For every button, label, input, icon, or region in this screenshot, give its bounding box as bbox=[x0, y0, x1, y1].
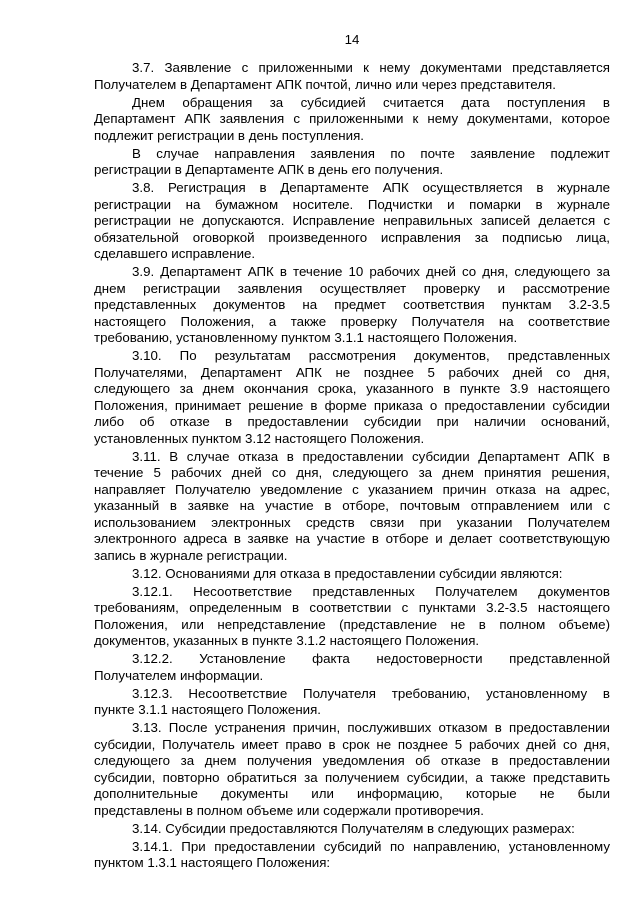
paragraph-3-10 bbox=[94, 348, 610, 447]
text-line: течение 5 рабочих дней со дня, следующего за днем принятия решения, bbox=[94, 465, 610, 480]
text-line: сделавшего исправление. bbox=[94, 246, 256, 261]
text-line: регистрации не допускаются. Исправление неправильных записей делается с bbox=[94, 213, 610, 228]
text-line: подлежит регистрации в день поступления. bbox=[94, 127, 364, 143]
text-line: требованиям, определенным в соответствии с пунктами 3.2-3.5 настоящего bbox=[94, 600, 610, 615]
text-line: 3.8. Регистрация в Департаменте АПК осуществляется в журнале bbox=[132, 180, 610, 195]
text-line: представленных документов на предмет соответствия пунктам 3.2-3.5 bbox=[94, 297, 610, 312]
page-number: 14 bbox=[344, 32, 360, 47]
text-line: обязательной оговоркой произведенного исправления за подписью лица, bbox=[94, 229, 610, 245]
text-line: Получателями, Департамент АПК не позднее 5 рабочих дней со дня, bbox=[94, 364, 610, 380]
paragraph-3-7 bbox=[94, 60, 610, 93]
text-line: установленных пунктом 3.12 настоящего Положения. bbox=[94, 430, 425, 446]
text-line: 3.13. После устранения причин, послуживших отказом в предоставлении bbox=[132, 720, 610, 735]
text-line: регистрации в Департаменте АПК в день его получения. bbox=[94, 162, 444, 177]
paragraph-3-7-mail-registration bbox=[94, 146, 610, 179]
text-line: субсидии, повторно обратиться за получением субсидии, а также представить bbox=[94, 769, 610, 785]
paragraph-3-14-1 bbox=[94, 839, 610, 872]
paragraph-3-12-2 bbox=[94, 651, 610, 684]
text-line: 3.7. Заявление с приложенными к нему документами представляется bbox=[132, 60, 610, 75]
paragraph-3-14 bbox=[94, 821, 610, 838]
text-line: настоящего Положения, а также проверку Получателя на соответствие bbox=[94, 313, 610, 329]
text-line: пункте 3.1.1 настоящего Положения. bbox=[94, 702, 321, 717]
paragraph-3-8 bbox=[94, 180, 610, 263]
text-line: регистрации на бумажном носителе. Подчистки и помарки в журнале bbox=[94, 196, 610, 212]
text-line: электронного адреса в заявке на участие в отборе и делает соответствующую bbox=[94, 531, 610, 546]
paragraph-3-12-3 bbox=[94, 686, 610, 719]
paragraph-3-11 bbox=[94, 449, 610, 565]
text-line: либо об отказе в предоставлении субсидии при наличии оснований, bbox=[94, 414, 610, 429]
text-line: Положения, принимает решение в форме приказа о предоставлении субсидии bbox=[94, 397, 610, 413]
text-line: 3.12.1. Несоответствие представленных Получателем документов bbox=[132, 583, 610, 599]
text-line: 3.11. В случае отказа в предоставлении субсидии Департамент АПК в bbox=[132, 448, 610, 464]
text-line: представлены в полном объеме или содержали противоречия. bbox=[94, 802, 484, 818]
text-line: 3.12. Основаниями для отказа в предоставлении субсидии являются: bbox=[132, 565, 563, 581]
paragraph-3-12 bbox=[94, 566, 610, 583]
paragraph-3-7-application-date bbox=[94, 95, 610, 145]
text-line: направляет Получателю уведомление с указанием причин отказа на адрес, bbox=[94, 481, 610, 497]
text-line: указанный в заявке на участие в отборе, почтовым отправлением или с bbox=[94, 498, 610, 513]
paragraph-3-13 bbox=[94, 720, 610, 819]
text-line: 3.14.1. При предоставлении субсидий по направлению, установленному bbox=[132, 838, 610, 854]
text-line: 3.10. По результатам рассмотрения документов, представленных bbox=[132, 348, 610, 363]
text-line: В случае направления заявления по почте заявление подлежит bbox=[132, 145, 610, 161]
text-line: Положения, или непредставление (представление не в полном объеме) bbox=[94, 616, 610, 632]
text-line: пунктом 1.3.1 настоящего Положения: bbox=[94, 855, 331, 870]
text-line: Получателем информации. bbox=[94, 667, 264, 683]
text-line: Получателем в Департамент АПК почтой, лично или через представителя. bbox=[94, 76, 556, 92]
text-line: использованием электронных средств связи при указании Получателем bbox=[94, 514, 610, 530]
text-line: запись в журнале регистрации. bbox=[94, 547, 288, 563]
paragraph-3-9 bbox=[94, 264, 610, 347]
text-line: Департамент АПК заявления с приложенными к нему документами, которое bbox=[94, 111, 610, 126]
text-line: днем регистрации заявления осуществляет проверку и рассмотрение bbox=[94, 280, 610, 296]
text-line: требованию, установленному пунктом 3.1.1 настоящего Положения. bbox=[94, 330, 518, 345]
text-line: следующего за днем получения уведомления об отказе в предоставлении bbox=[94, 753, 610, 768]
text-line: дополнительные документы или информацию, которые не были bbox=[94, 786, 610, 801]
document-body bbox=[94, 60, 610, 873]
text-line: документов, указанных в пункте 3.1.2 настоящего Положения. bbox=[94, 633, 480, 648]
text-line: 3.12.3. Несоответствие Получателя требованию, установленному в bbox=[132, 685, 610, 701]
paragraph-3-12-1 bbox=[94, 584, 610, 650]
text-line: 3.14. Субсидии предоставляются Получателям в следующих размерах: bbox=[132, 820, 575, 836]
text-line: Днем обращения за субсидией считается дата поступления в bbox=[132, 94, 610, 110]
text-line: 3.9. Департамент АПК в течение 10 рабочих дней со дня, следующего за bbox=[132, 264, 610, 279]
text-line: субсидии, Получатель имеет право в срок не позднее 5 рабочих дней со дня, bbox=[94, 736, 610, 752]
text-line: 3.12.2. Установление факта недостоверности представленной bbox=[132, 651, 610, 666]
text-line: следующего за днем окончания срока, указанного в пункте 3.9 настоящего bbox=[94, 381, 610, 396]
